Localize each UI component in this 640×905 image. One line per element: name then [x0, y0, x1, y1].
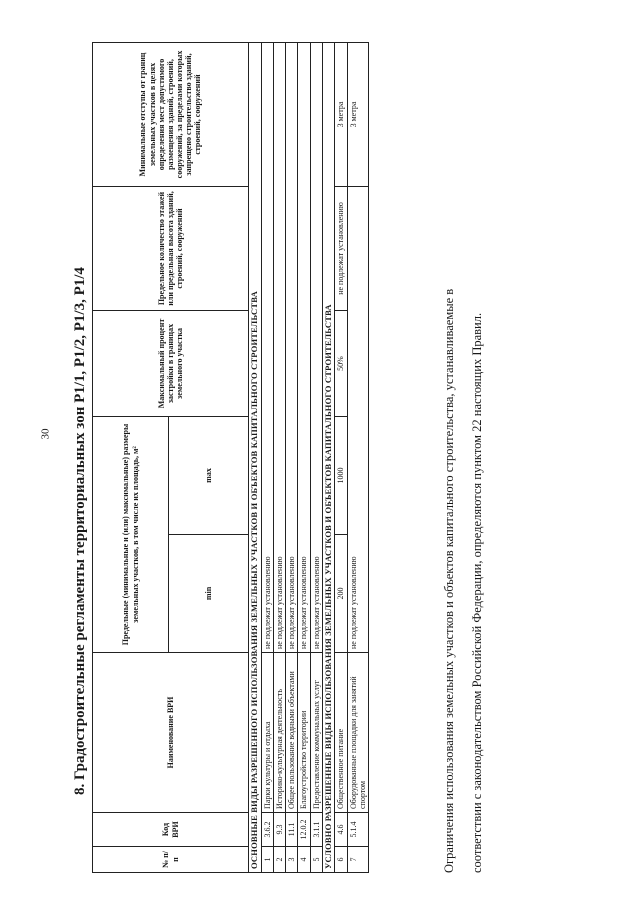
row-min: 200	[335, 535, 347, 653]
row-value: не подлежат установлению	[310, 43, 322, 653]
row-setback: 3 метра	[347, 43, 368, 187]
row-num: 6	[335, 847, 347, 873]
table-row	[298, 43, 310, 873]
row-name: Общественное питание	[335, 653, 347, 813]
row-value: не подлежат установлению	[273, 43, 285, 653]
section-cond-label: УСЛОВНО РАЗРЕШЕННЫЕ ВИДЫ ИСПОЛЬЗОВАНИЯ ЗЕМЕЛЬНЫХ УЧАСТКОВ И ОБЪЕКТОВ КАПИТАЛЬНОГО СТРОИТЕЛЬСТВА	[322, 43, 335, 873]
row-num: 7	[347, 847, 368, 873]
page-number: 30	[39, 428, 52, 440]
row-num: 2	[273, 847, 285, 873]
row-value: не подлежат установлению	[261, 43, 273, 653]
row-code: 5.1.4	[347, 813, 368, 847]
section-main-label: ОСНОВНЫЕ ВИДЫ РАЗРЕШЕННОГО ИСПОЛЬЗОВАНИЯ ЗЕМЕЛЬНЫХ УЧАСТКОВ И ОБЪЕКТОВ КАПИТАЛЬНОГО СТРОИТЕЛЬСТВА	[249, 43, 262, 873]
page-title: 8. Градостроительные регламенты территориальных зон Р1/1, Р1/2, Р1/3, Р1/4	[72, 267, 88, 795]
row-num: 1	[261, 847, 273, 873]
table-row	[347, 43, 368, 873]
row-num: 5	[310, 847, 322, 873]
row-num: 3	[286, 847, 298, 873]
restrictions-paragraph	[435, 83, 491, 873]
table-row	[273, 43, 285, 873]
table-row	[310, 43, 322, 873]
row-name: Общее пользование водными объектами	[286, 653, 298, 813]
row-coverage: 50%	[335, 311, 347, 417]
header-max: max	[169, 417, 249, 535]
row-value: не подлежат установлению	[347, 187, 368, 653]
header-setback: Минимальные отступы от границ земельных участков в целях определения мест допустимого размещения зданий, строений, сооружений, за пределами которых запрещено строительство зданий, строений, сооружений	[93, 43, 249, 187]
section-main-row	[249, 43, 262, 873]
row-name: Предоставление коммунальных услуг	[310, 653, 322, 813]
row-name: Оборудованные площадки для занятий спортом	[347, 653, 368, 813]
row-code: 3.1.1	[310, 813, 322, 847]
header-num: № п/п	[93, 847, 249, 873]
header-min: min	[169, 535, 249, 653]
header-coverage: Максимальный процент застройки в границах земельного участка	[93, 311, 249, 417]
header-size: Предельные (минимальные и (или) максимальные) размеры земельных участков, в том числе их площадь, м²	[93, 417, 169, 653]
table-row	[286, 43, 298, 873]
row-name: Благоустройство территории	[298, 653, 310, 813]
table-row	[261, 43, 273, 873]
header-name: Наименование ВРИ	[93, 653, 249, 813]
table-row	[335, 43, 347, 873]
row-value: не подлежат установлению	[286, 43, 298, 653]
paragraph-line-1: Ограничения использования земельных участков и объектов капитального строительства, устанавливаемые в	[442, 288, 456, 873]
row-code: 4.6	[335, 813, 347, 847]
regulations-table	[92, 42, 369, 873]
row-max: 1000	[335, 417, 347, 535]
row-code: 3.6.2	[261, 813, 273, 847]
header-code: Код ВРИ	[93, 813, 249, 847]
row-floors: не подлежат установлению	[335, 187, 347, 311]
row-value: не подлежат установлению	[298, 43, 310, 653]
row-name: Историко-культурная деятельность	[273, 653, 285, 813]
paragraph-line-2: соответствии с законодательством Российской Федерации, определяются пунктом 22 настоящих Правил.	[470, 312, 484, 873]
header-floors: Предельное количество этажей или предельная высота зданий, строений, сооружений	[93, 187, 249, 311]
row-num: 4	[298, 847, 310, 873]
row-setback: 3 метра	[335, 43, 347, 187]
row-code: 9.3	[273, 813, 285, 847]
row-name: Парки культуры и отдыха	[261, 653, 273, 813]
table-header-row	[93, 43, 169, 873]
row-code: 12.0.2	[298, 813, 310, 847]
row-code: 11.1	[286, 813, 298, 847]
section-cond-row	[322, 43, 335, 873]
